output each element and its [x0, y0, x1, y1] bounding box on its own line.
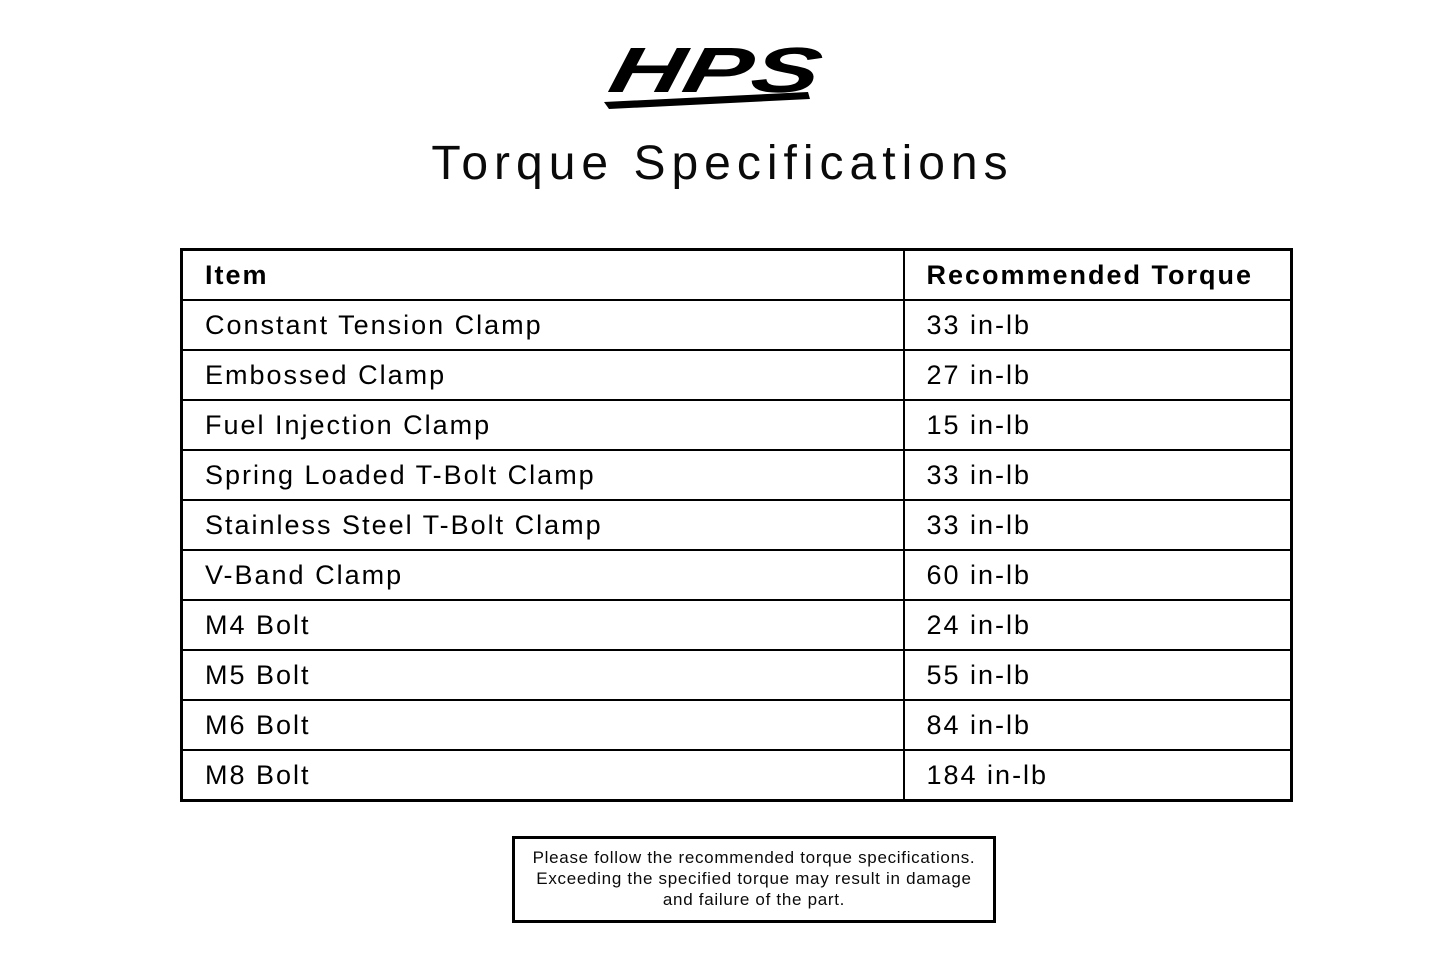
note-line: Exceeding the specified torque may result in damage	[536, 869, 972, 888]
item-cell: V-Band Clamp	[182, 550, 904, 600]
table-row	[182, 750, 1292, 801]
torque-cell: 33 in-lb	[904, 300, 1292, 350]
torque-cell: 24 in-lb	[904, 600, 1292, 650]
table-row	[182, 650, 1292, 700]
torque-cell: 55 in-lb	[904, 650, 1292, 700]
torque-cell: 15 in-lb	[904, 400, 1292, 450]
hps-logo-graphic	[602, 36, 852, 120]
item-cell: Embossed Clamp	[182, 350, 904, 400]
table-row	[182, 450, 1292, 500]
table-row	[182, 600, 1292, 650]
note-line: Please follow the recommended torque specifications.	[532, 848, 976, 867]
torque-cell: 33 in-lb	[904, 450, 1292, 500]
table-head	[182, 250, 1292, 301]
table-row	[182, 550, 1292, 600]
table-header-row	[182, 250, 1292, 301]
hps-logo-text: HPS	[603, 36, 751, 106]
table-row	[182, 350, 1292, 400]
table-row	[182, 400, 1292, 450]
torque-cell: 184 in-lb	[904, 750, 1292, 801]
torque-cell: 60 in-lb	[904, 550, 1292, 600]
torque-cell: 33 in-lb	[904, 500, 1292, 550]
torque-spec-table	[180, 248, 1293, 802]
page-title: Torque Specifications	[431, 137, 1014, 190]
table-row	[182, 300, 1292, 350]
table-row	[182, 500, 1292, 550]
item-cell: M4 Bolt	[182, 600, 904, 650]
item-cell: Constant Tension Clamp	[182, 300, 904, 350]
header-item: Item	[182, 250, 904, 301]
item-cell: Spring Loaded T-Bolt Clamp	[182, 450, 904, 500]
item-cell: M8 Bolt	[182, 750, 904, 801]
torque-cell: 84 in-lb	[904, 700, 1292, 750]
item-cell: Stainless Steel T-Bolt Clamp	[182, 500, 904, 550]
item-cell: Fuel Injection Clamp	[182, 400, 904, 450]
item-cell: M6 Bolt	[182, 700, 904, 750]
header-torque: Recommended Torque	[904, 250, 1292, 301]
item-cell: M5 Bolt	[182, 650, 904, 700]
table-body	[182, 300, 1292, 801]
hps-logo	[602, 36, 852, 120]
note-line: and failure of the part.	[662, 890, 846, 909]
table-row	[182, 700, 1292, 750]
torque-cell: 27 in-lb	[904, 350, 1292, 400]
note-box	[512, 836, 996, 923]
